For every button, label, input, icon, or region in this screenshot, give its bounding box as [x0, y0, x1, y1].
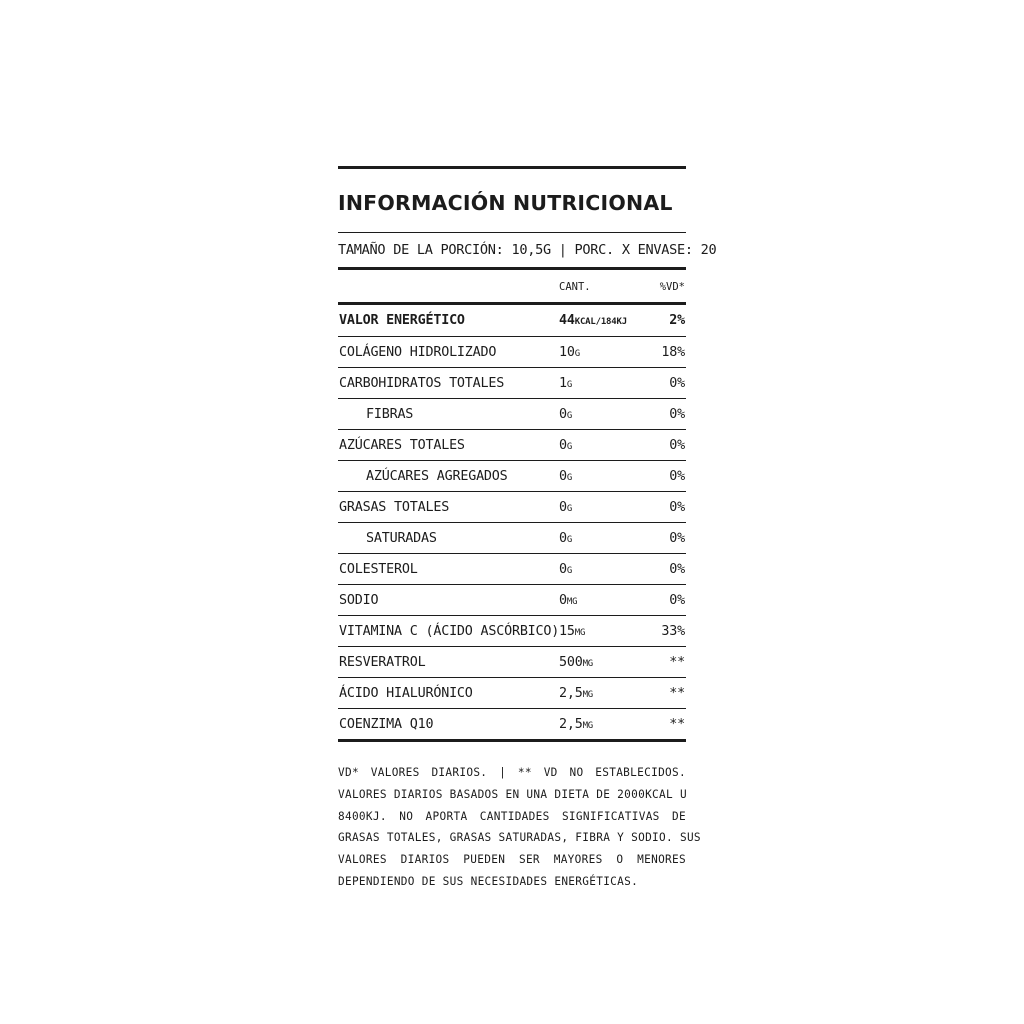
nutrient-row-coenzima-q10 [338, 709, 686, 739]
nutrient-daily-value: 33% [661, 624, 685, 639]
nutrient-daily-value: 0% [669, 593, 685, 608]
nutrient-daily-value: 0% [669, 531, 685, 546]
nutrient-row-sodio [338, 585, 686, 615]
nutrient-name: RESVERATROL [339, 655, 426, 670]
footnote-line: VALORES DIARIOS PUEDEN SER MAYORES O MENORES [338, 853, 686, 867]
nutrient-quantity: 1G [559, 376, 573, 391]
nutrient-name: AZÚCARES TOTALES [339, 438, 465, 453]
nutrient-row-carbohidratos [338, 368, 686, 398]
nutrient-quantity: 10G [559, 345, 580, 360]
nutrient-daily-value: 0% [669, 469, 685, 484]
nutrient-daily-value: 0% [669, 407, 685, 422]
footnote-line: DEPENDIENDO DE SUS NECESIDADES ENERGÉTICAS. [338, 874, 639, 888]
footnote [338, 762, 701, 893]
nutrient-name: FIBRAS [366, 407, 414, 422]
footnote-line: VALORES DIARIOS BASADOS EN UNA DIETA DE 2000KCAL U [338, 787, 687, 801]
label-title: INFORMACIÓN NUTRICIONAL [338, 191, 673, 215]
column-header-daily-value: %VD* [659, 281, 685, 293]
nutrient-row-grasas-totales [338, 492, 686, 522]
nutrient-row-fibras [338, 399, 686, 429]
nutrient-row-colesterol [338, 554, 686, 584]
nutrient-quantity: 0G [559, 562, 573, 577]
nutrient-quantity: 0G [559, 500, 573, 515]
nutrient-daily-value: ** [669, 655, 685, 670]
nutrient-name: COLESTEROL [339, 562, 418, 577]
nutrient-row-colageno [338, 337, 686, 367]
nutrient-quantity: 0G [559, 531, 573, 546]
nutrient-name: ÁCIDO HIALURÓNICO [339, 686, 473, 701]
nutrient-name: VITAMINA C (ÁCIDO ASCÓRBICO) [339, 624, 560, 639]
nutrient-quantity: 0G [559, 407, 573, 422]
nutrient-name: COENZIMA Q10 [339, 717, 434, 732]
nutrient-daily-value: 0% [669, 500, 685, 515]
column-header [338, 270, 686, 302]
nutrient-quantity: 0MG [559, 593, 578, 608]
nutrient-row-resveratrol [338, 647, 686, 677]
nutrient-row-azucares-totales [338, 430, 686, 460]
nutrient-row-saturadas [338, 523, 686, 553]
nutrient-daily-value: 18% [661, 345, 685, 360]
nutrient-daily-value: 2% [669, 313, 685, 328]
nutrient-name: SODIO [339, 593, 379, 608]
nutrient-quantity: 44KCAL/184KJ [559, 313, 627, 328]
nutrient-name: AZÚCARES AGREGADOS [366, 469, 508, 484]
serving-info: TAMAÑO DE LA PORCIÓN: 10,5G | PORC. X ENVASE: 20 [338, 242, 717, 258]
nutrient-name: GRASAS TOTALES [339, 500, 450, 515]
nutrient-row-vitamina-c [338, 616, 686, 646]
nutrient-daily-value: 0% [669, 562, 685, 577]
nutrient-row-azucares-agregados [338, 461, 686, 491]
nutrient-row-acido-hialuronico [338, 678, 686, 708]
nutrient-quantity: 0G [559, 438, 573, 453]
nutrient-quantity: 15MG [559, 624, 586, 639]
nutrient-name: VALOR ENERGÉTICO [339, 313, 465, 328]
nutrient-name: SATURADAS [366, 531, 437, 546]
footnote-line: GRASAS TOTALES, GRASAS SATURADAS, FIBRA Y SODIO. SUS [338, 831, 701, 845]
nutrient-quantity: 500MG [559, 655, 594, 670]
nutrient-quantity: 2,5MG [559, 717, 594, 732]
nutrient-daily-value: ** [669, 717, 685, 732]
nutrient-quantity: 0G [559, 469, 573, 484]
nutrition-label [338, 166, 717, 893]
nutrient-daily-value: 0% [669, 376, 685, 391]
column-header-quantity: CANT. [559, 281, 591, 293]
nutrient-name: COLÁGENO HIDROLIZADO [339, 345, 497, 360]
nutrient-quantity: 2,5MG [559, 686, 594, 701]
nutrient-daily-value: 0% [669, 438, 685, 453]
footnote-line: VD* VALORES DIARIOS. | ** VD NO ESTABLECIDOS. [338, 766, 686, 779]
footnote-line: 8400KJ. NO APORTA CANTIDADES SIGNIFICATIVAS DE [338, 809, 686, 823]
nutrient-daily-value: ** [669, 686, 685, 701]
nutrient-row-valor-energetico [338, 305, 686, 336]
nutrient-name: CARBOHIDRATOS TOTALES [339, 376, 505, 391]
